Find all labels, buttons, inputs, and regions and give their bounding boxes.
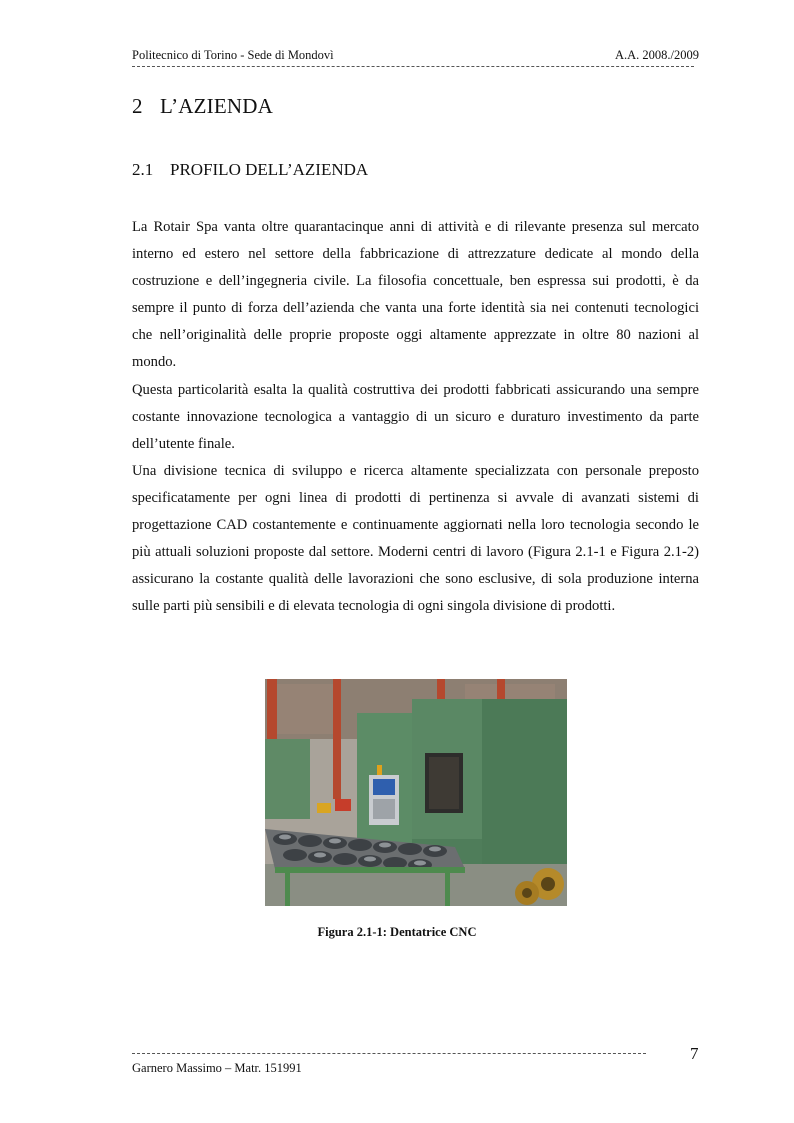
figure-caption: Figura 2.1-1: Dentatrice CNC bbox=[317, 925, 477, 939]
chapter-heading bbox=[132, 94, 273, 119]
footer-divider bbox=[132, 1053, 646, 1054]
header-divider bbox=[132, 66, 694, 67]
footer-author: Garnero Massimo – Matr. 151991 bbox=[132, 1061, 302, 1075]
body-text bbox=[132, 214, 699, 620]
page-header-right: A.A. 2008./2009 bbox=[614, 48, 699, 62]
paragraph: Una divisione tecnica di sviluppo e ricerca altamente specializzata con personale preposto specificatamente per ogni linea di prodotti di pertinenza si avvale di avanzati sistemi di progettazione CAD costantemente e continuamente aggiornati nella loro tecnologia secondo le più attuali soluzioni proposte dal settore. Moderni centri di lavoro (Figura 2.1-1 e Figura 2.1-2) assicurano la costante qualità delle lavorazioni che sono esclusive, di sola produzione interna sulle parti più sensibili e di elevata tecnologia di ogni singola divisione di prodotti. bbox=[132, 462, 699, 615]
figure-cnc-photo bbox=[265, 679, 567, 906]
section-heading bbox=[132, 160, 368, 180]
section-number: 2.1 bbox=[132, 160, 154, 179]
paragraph: Questa particolarità esalta la qualità costruttiva dei prodotti fabbricati assicurando una sempre costante innovazione tecnologica a vantaggio di un sicuro e duraturo investimento da parte dell’utente finale. bbox=[132, 381, 699, 452]
page-header-left: Politecnico di Torino - Sede di Mondovì bbox=[132, 48, 334, 62]
cnc-machine-illustration bbox=[265, 679, 567, 906]
chapter-number: 2 bbox=[132, 94, 143, 118]
section-title: PROFILO DELL’AZIENDA bbox=[170, 160, 369, 179]
paragraph: La Rotair Spa vanta oltre quarantacinque anni di attività e di rilevante presenza sul mercato interno ed estero nel settore della fabbricazione di attrezzature dedicate al mondo della costruzione e dell’ingegneria civile. La filosofia concettuale, ben espressa sui prodotti, è da sempre il punto di forza dell’azienda che vanta una forte identità sia nei contenuti tecnologici che nell’originalità delle proprie proposte oggi altamente apprezzate in oltre 80 nazioni al mondo. bbox=[132, 219, 699, 371]
page-number: 7 bbox=[690, 1044, 699, 1063]
chapter-title: L’AZIENDA bbox=[160, 94, 274, 118]
